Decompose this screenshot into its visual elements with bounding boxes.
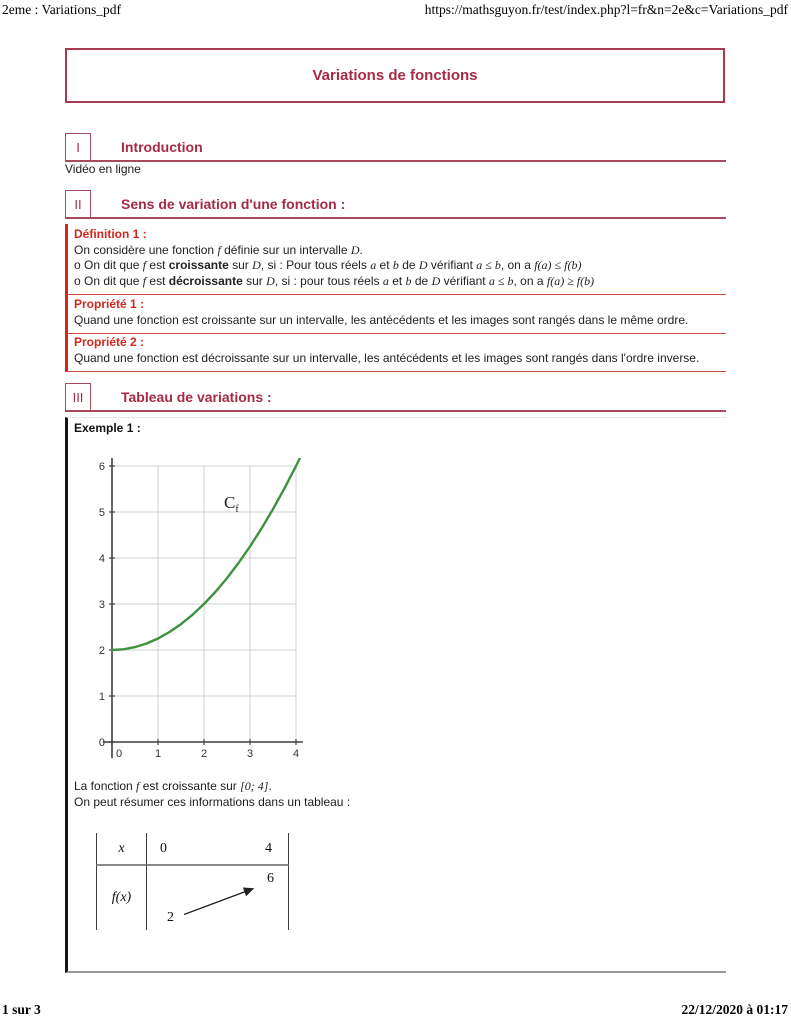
propriete-1-text: Quand une fonction est croissante sur un intervalle, les antécédents et les images sont rangés dans le même ordre. (74, 312, 689, 327)
variation-table-variation-cell (147, 866, 289, 930)
svg-text:6: 6 (98, 461, 105, 473)
footer-timestamp: 22/12/2020 à 01:17 (681, 1002, 788, 1017)
variation-table (96, 833, 289, 930)
section-number-3: III (65, 383, 91, 410)
section-number-2: II (65, 190, 91, 217)
definition-1-label: Définition 1 : (74, 227, 147, 241)
f-start-value: 2 (167, 910, 174, 925)
svg-text:1: 1 (154, 748, 162, 760)
video-link[interactable]: Vidéo en ligne (65, 162, 141, 176)
svg-text:4: 4 (292, 748, 300, 760)
svg-text:2: 2 (200, 748, 208, 760)
svg-text:3: 3 (98, 599, 105, 611)
svg-text:5: 5 (98, 507, 105, 519)
svg-text:0: 0 (115, 748, 123, 760)
section-title-introduction: Introduction (121, 138, 203, 155)
f-end-value: 6 (267, 871, 274, 886)
propriete-1-box (65, 294, 726, 334)
x-start-value: 0 (160, 840, 167, 856)
example-1-box (65, 417, 726, 973)
section-header-tableau-de-variations (65, 383, 726, 412)
lesson-title-box (65, 48, 725, 103)
print-footer (2, 1002, 788, 1018)
svg-text:0: 0 (98, 737, 105, 749)
definition-1-box (65, 224, 726, 295)
example-1-caption (74, 778, 350, 810)
footer-page-number: 1 sur 3 (2, 1002, 41, 1017)
variation-table-var-label: x (96, 833, 147, 866)
section-title-sens-de-variation: Sens de variation d'une fonction : (121, 195, 346, 212)
definition-1-line-1: On considère une fonction f définie sur un intervalle D. (74, 242, 363, 257)
print-header (2, 2, 788, 18)
svg-text:2: 2 (98, 645, 105, 657)
header-doc-title: 2eme : Variations_pdf (2, 2, 121, 17)
propriete-2-text: Quand une fonction est décroissante sur un intervalle, les antécédents et les images sont rangés dans l'ordre inverse. (74, 350, 700, 365)
propriete-1-label: Propriété 1 : (74, 297, 145, 311)
svg-text:Cf: $C_f$ (224, 493, 239, 515)
section-header-sens-de-variation (65, 190, 726, 219)
propriete-2-label: Propriété 2 : (74, 335, 145, 349)
function-graph (88, 458, 313, 770)
variation-table-x-values (147, 833, 289, 866)
svg-text:1: 1 (98, 691, 105, 703)
lesson-title: Variations de fonctions (312, 67, 478, 84)
svg-text:4: 4 (98, 553, 105, 565)
caption-line-1: La fonction f est croissante sur [0; 4]. (74, 779, 272, 793)
propriete-2-box (65, 332, 726, 372)
header-url: https://mathsguyon.fr/test/index.php?l=fr&n=2e&c=Variations_pdf (424, 2, 788, 17)
section-number-1: I (65, 133, 91, 160)
svg-text:3: 3 (246, 748, 254, 760)
definition-1-line-3: o On dit que f est décroissante sur D, si : pour tous réels a et b de D vérifiant a ≤ b, on a f(a) ≥ f(b) (74, 273, 595, 288)
variation-table-func-label: f(x) (96, 866, 147, 930)
section-title-tableau-de-variations: Tableau de variations : (121, 388, 272, 405)
x-end-value: 4 (265, 840, 272, 856)
caption-line-2: On peut résumer ces informations dans un tableau : (74, 795, 351, 809)
section-header-introduction (65, 133, 726, 162)
definition-1-line-2: o On dit que f est croissante sur D, si : Pour tous réels a et b de D vérifiant a ≤ b, on a f(a) ≤ f(b) (74, 258, 582, 272)
example-1-label: Exemple 1 : (74, 421, 141, 435)
